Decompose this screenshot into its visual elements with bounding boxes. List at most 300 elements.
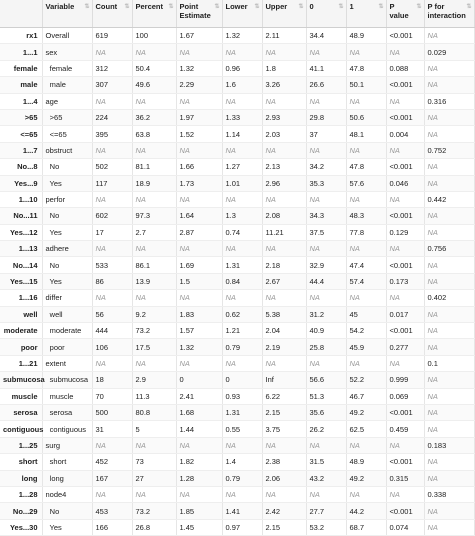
table-row[interactable] xyxy=(0,126,474,142)
table-cell-pval: 0.069 xyxy=(386,388,424,404)
column-header-percent[interactable] xyxy=(132,0,176,28)
table-row[interactable] xyxy=(0,503,474,519)
table-cell-point: 1.32 xyxy=(176,60,222,76)
table-cell-count: 500 xyxy=(92,404,132,420)
row-name-cell: rx1 xyxy=(0,28,42,44)
table-cell-c0: NA xyxy=(306,44,346,60)
table-cell-upper: 1.8 xyxy=(262,60,306,76)
table-cell-c0: 26.2 xyxy=(306,421,346,437)
table-row[interactable] xyxy=(0,93,474,109)
table-cell-c1: NA xyxy=(346,44,386,60)
table-cell-pint: NA xyxy=(424,109,474,125)
table-cell-c1: 45.9 xyxy=(346,339,386,355)
table-cell-count: 395 xyxy=(92,126,132,142)
table-cell-c0: 44.4 xyxy=(306,273,346,289)
table-cell-upper: 11.21 xyxy=(262,224,306,240)
table-cell-pval: NA xyxy=(386,44,424,60)
table-cell-c0: 27.7 xyxy=(306,503,346,519)
table-cell-upper: 2.18 xyxy=(262,257,306,273)
table-cell-point: NA xyxy=(176,241,222,257)
table-cell-pval: NA xyxy=(386,142,424,158)
table-cell-lower: NA xyxy=(222,437,262,453)
table-cell-pval: NA xyxy=(386,355,424,371)
table-cell-pint: NA xyxy=(424,306,474,322)
row-name-cell: >65 xyxy=(0,109,42,125)
table-cell-count: 224 xyxy=(92,109,132,125)
table-cell-upper: 3.26 xyxy=(262,77,306,93)
row-name-cell: 1...28 xyxy=(0,486,42,502)
table-cell-upper: NA xyxy=(262,93,306,109)
table-cell-upper: 2.15 xyxy=(262,519,306,535)
table-cell-lower: NA xyxy=(222,290,262,306)
table-row[interactable] xyxy=(0,519,474,535)
table-cell-variable: poor xyxy=(42,339,92,355)
table-row[interactable] xyxy=(0,372,474,388)
table-cell-pint: NA xyxy=(424,454,474,470)
table-cell-c1: 45 xyxy=(346,306,386,322)
table-cell-count: 31 xyxy=(92,421,132,437)
table-cell-pval: <0.001 xyxy=(386,77,424,93)
column-header-label: Point Estimate xyxy=(179,2,211,20)
table-cell-pint: NA xyxy=(424,257,474,273)
table-cell-c1: 44.2 xyxy=(346,503,386,519)
table-cell-upper: NA xyxy=(262,241,306,257)
sort-arrows-icon[interactable]: ⇅ xyxy=(84,4,90,10)
table-cell-point: NA xyxy=(176,355,222,371)
sort-arrows-icon[interactable]: ⇅ xyxy=(254,4,260,10)
table-cell-pval: 0.088 xyxy=(386,60,424,76)
table-cell-pint: NA xyxy=(424,175,474,191)
table-cell-lower: 0.84 xyxy=(222,273,262,289)
row-name-cell: muscle xyxy=(0,388,42,404)
table-cell-count: NA xyxy=(92,44,132,60)
table-cell-c1: 50.1 xyxy=(346,77,386,93)
sort-arrows-icon[interactable]: ⇅ xyxy=(124,4,130,10)
table-cell-point: 0 xyxy=(176,372,222,388)
table-cell-point: 1.32 xyxy=(176,339,222,355)
table-row[interactable] xyxy=(0,208,474,224)
table-cell-lower: NA xyxy=(222,241,262,257)
table-cell-c1: NA xyxy=(346,241,386,257)
table-cell-upper: NA xyxy=(262,486,306,502)
table-row[interactable] xyxy=(0,159,474,175)
table-cell-upper: NA xyxy=(262,44,306,60)
table-cell-variable: long xyxy=(42,470,92,486)
table-cell-pint: NA xyxy=(424,388,474,404)
table-cell-count: NA xyxy=(92,355,132,371)
table-cell-c1: 47.4 xyxy=(346,257,386,273)
table-cell-percent: 81.1 xyxy=(132,159,176,175)
table-cell-percent: 86.1 xyxy=(132,257,176,273)
table-row[interactable] xyxy=(0,437,474,453)
table-cell-point: 2.29 xyxy=(176,77,222,93)
row-name-cell: serosa xyxy=(0,404,42,420)
table-row[interactable] xyxy=(0,470,474,486)
table-cell-pint: NA xyxy=(424,28,474,44)
table-cell-variable: male xyxy=(42,77,92,93)
table-cell-pval: 0.277 xyxy=(386,339,424,355)
table-cell-count: 502 xyxy=(92,159,132,175)
table-cell-pval: <0.001 xyxy=(386,454,424,470)
table-row[interactable] xyxy=(0,486,474,502)
table-cell-point: 1.66 xyxy=(176,159,222,175)
table-cell-upper: 2.06 xyxy=(262,470,306,486)
column-header-pval[interactable] xyxy=(386,0,424,28)
column-header-variable[interactable] xyxy=(42,0,92,28)
table-cell-count: NA xyxy=(92,290,132,306)
table-cell-variable: female xyxy=(42,60,92,76)
table-cell-point: 2.41 xyxy=(176,388,222,404)
table-cell-lower: 0.74 xyxy=(222,224,262,240)
row-name-cell: short xyxy=(0,454,42,470)
table-row[interactable] xyxy=(0,273,474,289)
table-row[interactable] xyxy=(0,191,474,207)
table-cell-upper: NA xyxy=(262,355,306,371)
table-cell-pval: NA xyxy=(386,290,424,306)
table-cell-lower: 1.27 xyxy=(222,159,262,175)
table-cell-percent: 73.2 xyxy=(132,503,176,519)
table-row[interactable] xyxy=(0,454,474,470)
table-cell-c1: 48.3 xyxy=(346,208,386,224)
table-row[interactable] xyxy=(0,339,474,355)
table-cell-variable: differ xyxy=(42,290,92,306)
table-cell-c1: 48.9 xyxy=(346,28,386,44)
table-cell-c0: 29.8 xyxy=(306,109,346,125)
table-cell-percent: 100 xyxy=(132,28,176,44)
table-cell-percent: 27 xyxy=(132,470,176,486)
table-cell-c0: 53.2 xyxy=(306,519,346,535)
table-cell-lower: 1.31 xyxy=(222,404,262,420)
table-cell-pint: NA xyxy=(424,339,474,355)
table-cell-point: 2.87 xyxy=(176,224,222,240)
table-cell-c1: 46.7 xyxy=(346,388,386,404)
table-cell-point: 1.64 xyxy=(176,208,222,224)
table-cell-count: 452 xyxy=(92,454,132,470)
table-cell-percent: NA xyxy=(132,355,176,371)
table-cell-lower: 1.3 xyxy=(222,208,262,224)
table-cell-variable: No xyxy=(42,503,92,519)
table-cell-pval: <0.001 xyxy=(386,28,424,44)
table-cell-lower: 0.79 xyxy=(222,470,262,486)
table-cell-percent: 5 xyxy=(132,421,176,437)
table-cell-c0: 51.3 xyxy=(306,388,346,404)
table-cell-pval: 0.074 xyxy=(386,519,424,535)
table-cell-lower: NA xyxy=(222,93,262,109)
table-cell-upper: 2.04 xyxy=(262,323,306,339)
table-cell-upper: NA xyxy=(262,437,306,453)
row-name-cell: Yes...30 xyxy=(0,519,42,535)
table-cell-percent: 73.2 xyxy=(132,323,176,339)
table-cell-variable: age xyxy=(42,93,92,109)
table-cell-c0: NA xyxy=(306,290,346,306)
table-cell-percent: 97.3 xyxy=(132,208,176,224)
table-row[interactable] xyxy=(0,60,474,76)
row-name-cell: long xyxy=(0,470,42,486)
table-cell-upper: 2.13 xyxy=(262,159,306,175)
table-cell-lower: 0 xyxy=(222,372,262,388)
table-cell-c0: 31.2 xyxy=(306,306,346,322)
row-name-cell: 1...7 xyxy=(0,142,42,158)
table-cell-variable: obstruct xyxy=(42,142,92,158)
table-cell-percent: 73 xyxy=(132,454,176,470)
table-cell-variable: Yes xyxy=(42,175,92,191)
row-name-cell: contiguous xyxy=(0,421,42,437)
table-cell-c1: 48.9 xyxy=(346,454,386,470)
table-cell-variable: No xyxy=(42,257,92,273)
table-cell-pint: 0.756 xyxy=(424,241,474,257)
table-cell-count: 86 xyxy=(92,273,132,289)
table-cell-pval: NA xyxy=(386,93,424,109)
table-cell-count: 70 xyxy=(92,388,132,404)
column-header-label: P for interaction xyxy=(427,2,466,20)
column-header-c1[interactable] xyxy=(346,0,386,28)
table-cell-variable: perfor xyxy=(42,191,92,207)
table-cell-pint: NA xyxy=(424,77,474,93)
table-cell-pint: 0.1 xyxy=(424,355,474,371)
table-cell-c0: 35.6 xyxy=(306,404,346,420)
column-header-lower[interactable] xyxy=(222,0,262,28)
table-cell-point: 1.83 xyxy=(176,306,222,322)
table-cell-point: 1.67 xyxy=(176,28,222,44)
sort-arrows-icon[interactable]: ⇅ xyxy=(298,4,304,10)
row-name-cell: 1...4 xyxy=(0,93,42,109)
table-row[interactable] xyxy=(0,421,474,437)
table-cell-variable: No xyxy=(42,159,92,175)
row-name-cell: Yes...15 xyxy=(0,273,42,289)
row-name-cell: poor xyxy=(0,339,42,355)
sort-arrows-icon[interactable]: ⇅ xyxy=(338,4,344,10)
table-row[interactable] xyxy=(0,257,474,273)
table-cell-lower: NA xyxy=(222,44,262,60)
table-cell-upper: 2.15 xyxy=(262,404,306,420)
table-cell-variable: contiguous xyxy=(42,421,92,437)
column-header-point[interactable] xyxy=(176,0,222,28)
table-row[interactable] xyxy=(0,224,474,240)
table-cell-pint: NA xyxy=(424,159,474,175)
table-row[interactable] xyxy=(0,404,474,420)
table-cell-count: 307 xyxy=(92,77,132,93)
table-cell-c0: 34.4 xyxy=(306,28,346,44)
table-cell-pval: <0.001 xyxy=(386,159,424,175)
column-header-label: Count xyxy=(95,2,118,11)
column-header-count[interactable] xyxy=(92,0,132,28)
row-name-cell: No...14 xyxy=(0,257,42,273)
table-cell-c0: 41.1 xyxy=(306,60,346,76)
table-cell-c0: NA xyxy=(306,437,346,453)
table-cell-pint: 0.442 xyxy=(424,191,474,207)
column-header-label: Percent xyxy=(135,2,164,11)
sort-arrows-icon[interactable]: ⇅ xyxy=(168,4,174,10)
table-cell-count: NA xyxy=(92,191,132,207)
table-cell-pint: NA xyxy=(424,421,474,437)
table-cell-variable: moderate xyxy=(42,323,92,339)
table-cell-point: 1.45 xyxy=(176,519,222,535)
sort-arrows-icon[interactable]: ⇅ xyxy=(416,4,422,10)
table-cell-point: 1.57 xyxy=(176,323,222,339)
table-cell-lower: 1.21 xyxy=(222,323,262,339)
table-row[interactable] xyxy=(0,109,474,125)
table-cell-lower: NA xyxy=(222,142,262,158)
table-cell-c0: 37 xyxy=(306,126,346,142)
table-cell-c1: 47.8 xyxy=(346,60,386,76)
table-cell-percent: 50.4 xyxy=(132,60,176,76)
table-cell-c1: NA xyxy=(346,191,386,207)
table-cell-upper: 5.38 xyxy=(262,306,306,322)
table-cell-variable: surg xyxy=(42,437,92,453)
table-cell-pint: 0.402 xyxy=(424,290,474,306)
table-cell-c1: 52.2 xyxy=(346,372,386,388)
table-row[interactable] xyxy=(0,323,474,339)
table-cell-point: NA xyxy=(176,191,222,207)
table-row[interactable] xyxy=(0,290,474,306)
table-cell-pint: 0.183 xyxy=(424,437,474,453)
table-cell-count: 56 xyxy=(92,306,132,322)
column-header-c0[interactable] xyxy=(306,0,346,28)
table-cell-percent: NA xyxy=(132,290,176,306)
table-cell-c1: NA xyxy=(346,290,386,306)
table-cell-percent: NA xyxy=(132,191,176,207)
table-cell-percent: 18.9 xyxy=(132,175,176,191)
table-cell-point: 1.82 xyxy=(176,454,222,470)
table-cell-upper: NA xyxy=(262,290,306,306)
table-cell-lower: 1.31 xyxy=(222,257,262,273)
table-cell-point: 1.44 xyxy=(176,421,222,437)
table-cell-point: NA xyxy=(176,290,222,306)
table-cell-point: 1.68 xyxy=(176,404,222,420)
table-cell-percent: NA xyxy=(132,241,176,257)
table-cell-variable: short xyxy=(42,454,92,470)
table-cell-percent: 63.8 xyxy=(132,126,176,142)
table-cell-variable: submucosa xyxy=(42,372,92,388)
table-cell-percent: 49.6 xyxy=(132,77,176,93)
table-cell-point: 1.73 xyxy=(176,175,222,191)
table-cell-upper: 2.38 xyxy=(262,454,306,470)
table-cell-pint: NA xyxy=(424,503,474,519)
table-cell-pval: 0.999 xyxy=(386,372,424,388)
table-row[interactable] xyxy=(0,77,474,93)
sort-arrows-icon[interactable]: ⇅ xyxy=(466,4,472,10)
table-cell-pint: NA xyxy=(424,224,474,240)
header-row xyxy=(0,0,474,28)
table-row[interactable] xyxy=(0,306,474,322)
table-cell-c1: 48.1 xyxy=(346,126,386,142)
table-cell-upper: 2.96 xyxy=(262,175,306,191)
column-header-label: Lower xyxy=(225,2,248,11)
table-cell-pval: 0.315 xyxy=(386,470,424,486)
table-cell-pval: <0.001 xyxy=(386,109,424,125)
table-cell-upper: NA xyxy=(262,142,306,158)
table-row[interactable] xyxy=(0,355,474,371)
row-name-cell: Yes...9 xyxy=(0,175,42,191)
table-cell-upper: Inf xyxy=(262,372,306,388)
table-cell-c1: NA xyxy=(346,355,386,371)
table-cell-c1: NA xyxy=(346,437,386,453)
table-cell-percent: 80.8 xyxy=(132,404,176,420)
table-cell-point: NA xyxy=(176,142,222,158)
table-cell-c0: 40.9 xyxy=(306,323,346,339)
column-header-label: 1 xyxy=(349,2,354,11)
table-cell-variable: Yes xyxy=(42,519,92,535)
row-name-cell: 1...16 xyxy=(0,290,42,306)
table-cell-pval: <0.001 xyxy=(386,257,424,273)
column-header-pint[interactable] xyxy=(424,0,474,28)
table-cell-pint: NA xyxy=(424,273,474,289)
table-cell-percent: 9.2 xyxy=(132,306,176,322)
table-cell-c0: NA xyxy=(306,191,346,207)
row-name-cell: 1...10 xyxy=(0,191,42,207)
table-row[interactable] xyxy=(0,241,474,257)
table-row[interactable] xyxy=(0,28,474,44)
table-cell-count: NA xyxy=(92,93,132,109)
table-cell-percent: 36.2 xyxy=(132,109,176,125)
table-cell-pval: <0.001 xyxy=(386,404,424,420)
table-cell-pval: <0.001 xyxy=(386,503,424,519)
table-row[interactable] xyxy=(0,388,474,404)
table-cell-c1: NA xyxy=(346,142,386,158)
table-cell-pval: NA xyxy=(386,191,424,207)
sort-arrows-icon[interactable]: ⇅ xyxy=(214,4,220,10)
table-cell-count: 17 xyxy=(92,224,132,240)
table-cell-lower: NA xyxy=(222,191,262,207)
table-cell-upper: 3.75 xyxy=(262,421,306,437)
table-cell-pval: 0.459 xyxy=(386,421,424,437)
row-name-cell: female xyxy=(0,60,42,76)
table-cell-c0: 26.6 xyxy=(306,77,346,93)
table-cell-upper: 6.22 xyxy=(262,388,306,404)
column-header-label: 0 xyxy=(309,2,314,11)
sort-arrows-icon[interactable]: ⇅ xyxy=(378,4,384,10)
table-cell-point: 1.5 xyxy=(176,273,222,289)
row-name-cell: No...8 xyxy=(0,159,42,175)
row-name-cell: male xyxy=(0,77,42,93)
table-cell-lower: 0.96 xyxy=(222,60,262,76)
table-cell-percent: NA xyxy=(132,486,176,502)
table-cell-percent: 11.3 xyxy=(132,388,176,404)
table-row[interactable] xyxy=(0,44,474,60)
table-cell-variable: >65 xyxy=(42,109,92,125)
table-cell-upper: NA xyxy=(262,191,306,207)
table-cell-percent: NA xyxy=(132,93,176,109)
table-cell-c1: NA xyxy=(346,486,386,502)
table-cell-point: NA xyxy=(176,437,222,453)
table-cell-c1: 54.2 xyxy=(346,323,386,339)
column-header-label: Upper xyxy=(265,2,288,11)
table-cell-pval: 0.017 xyxy=(386,306,424,322)
row-name-cell: 1...13 xyxy=(0,241,42,257)
column-header-rn[interactable] xyxy=(0,0,42,28)
table-cell-c1: 57.4 xyxy=(346,273,386,289)
table-cell-percent: NA xyxy=(132,437,176,453)
table-cell-pint: 0.338 xyxy=(424,486,474,502)
table-cell-lower: 0.79 xyxy=(222,339,262,355)
table-cell-variable: No xyxy=(42,208,92,224)
table-cell-c0: 56.6 xyxy=(306,372,346,388)
table-cell-pint: 0.752 xyxy=(424,142,474,158)
row-name-cell: 1...25 xyxy=(0,437,42,453)
table-row[interactable] xyxy=(0,142,474,158)
table-row[interactable] xyxy=(0,175,474,191)
table-cell-c0: 31.5 xyxy=(306,454,346,470)
table-cell-point: NA xyxy=(176,44,222,60)
table-cell-lower: 0.62 xyxy=(222,306,262,322)
table-cell-point: 1.97 xyxy=(176,109,222,125)
table-cell-c0: NA xyxy=(306,486,346,502)
table-cell-pint: NA xyxy=(424,404,474,420)
table-cell-lower: 0.55 xyxy=(222,421,262,437)
table-cell-upper: 2.08 xyxy=(262,208,306,224)
column-header-upper[interactable] xyxy=(262,0,306,28)
table-cell-count: NA xyxy=(92,437,132,453)
